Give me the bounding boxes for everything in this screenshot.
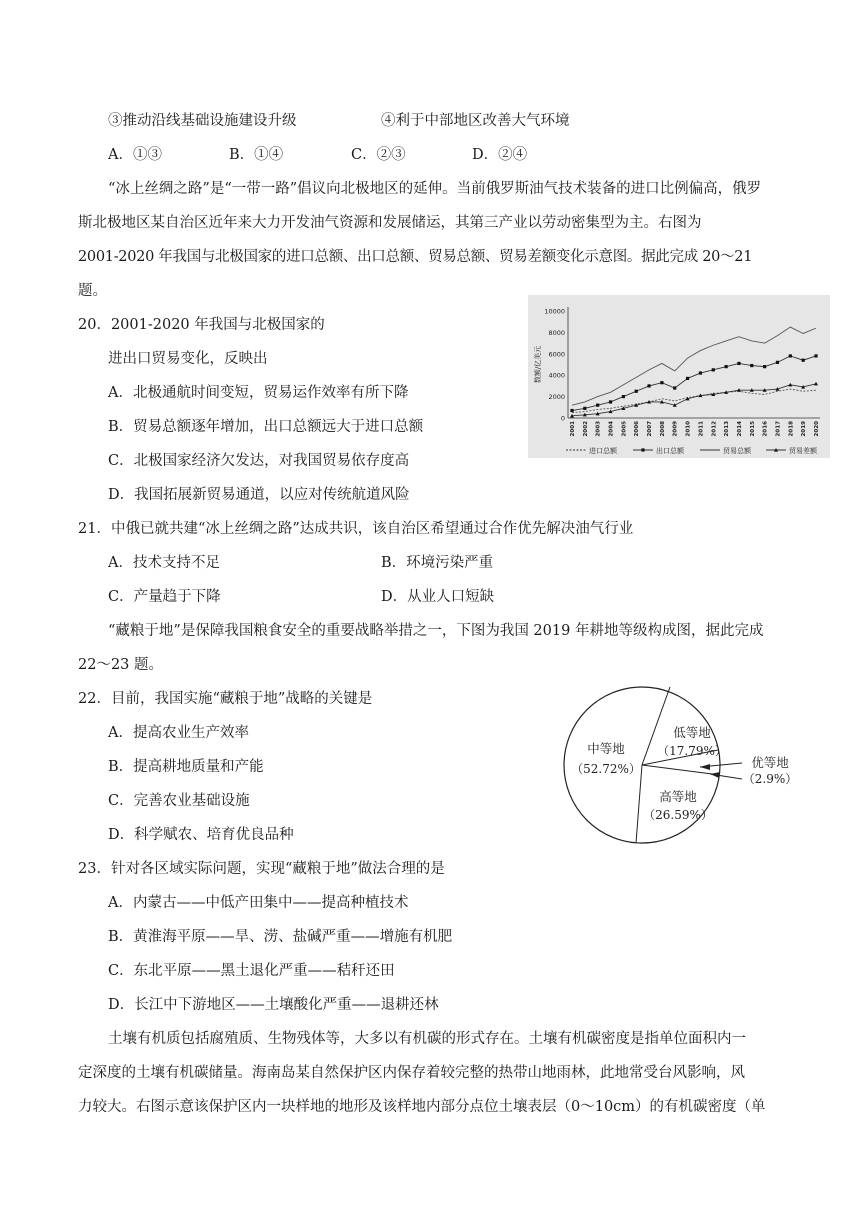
series-point	[686, 377, 689, 380]
legend-label: 出口总额	[656, 447, 684, 455]
x-tick-label: 2009	[672, 421, 679, 437]
q19-option-3: ③推动沿线基础设施建设升级	[108, 113, 297, 129]
x-tick-label: 2001	[570, 421, 576, 437]
x-tick-label: 2002	[582, 421, 589, 437]
series-point	[635, 390, 638, 393]
series-point	[622, 395, 625, 398]
series-line	[572, 356, 816, 411]
y-axis-title: 数额/亿美元	[534, 345, 542, 384]
series-point	[647, 384, 650, 387]
series-point	[750, 364, 753, 367]
x-tick-label: 2019	[801, 421, 808, 437]
y-tick-label: 4000	[548, 371, 565, 380]
q20-choice-d[interactable]: D．我国拓展新贸易通道，以应对传统航道风险	[108, 487, 410, 503]
legend-marker	[641, 448, 644, 451]
y-tick-label: 6000	[548, 350, 565, 359]
x-tick-label: 2017	[775, 421, 782, 437]
series-point	[583, 407, 586, 410]
q19-choice-d[interactable]: D．②④	[472, 147, 528, 163]
trade-chart-svg	[528, 295, 830, 458]
x-tick-label: 2010	[685, 421, 692, 437]
pie-pct-excellent: （2.9%）	[742, 772, 798, 786]
passage-2-line-1: “藏粮于地”是保障我国粮食安全的重要战略举措之一，下图为我国 2019 年耕地等级构成图，据此完成	[108, 623, 764, 639]
x-tick-label: 2018	[788, 421, 795, 437]
q19-choice-c[interactable]: C．②③	[351, 147, 406, 163]
series-point	[660, 381, 663, 384]
y-tick-label: 8000	[548, 328, 565, 337]
q23-choice-c[interactable]: C．东北平原——黑土退化严重——秸秆还田	[108, 963, 395, 979]
legend-label: 贸易总额	[723, 447, 751, 455]
q21-choice-c[interactable]: C．产量趋于下降	[108, 589, 221, 605]
pie-pct-high: （26.59%）	[643, 808, 713, 822]
series-line	[572, 327, 816, 405]
series-point	[609, 400, 612, 403]
q22-choice-a[interactable]: A．提高农业生产效率	[108, 725, 249, 741]
q19-choice-a[interactable]: A．①③	[108, 147, 162, 163]
pie-pct-medium: （52.72%）	[571, 762, 641, 776]
q19-option-4: ④利于中部地区改善大气环境	[381, 113, 570, 129]
q20-choice-a[interactable]: A．北极通航时间变短，贸易运作效率有所下降	[108, 385, 409, 401]
q21-choice-a[interactable]: A．技术支持不足	[108, 555, 220, 571]
x-tick-label: 2005	[621, 421, 628, 437]
y-tick-label: 10000	[544, 307, 565, 316]
series-point	[814, 382, 818, 386]
x-tick-label: 2013	[724, 421, 731, 437]
pie-label-high: 高等地	[659, 789, 697, 804]
passage-1-line-2: 斯北极地区某自治区近年来大力开发油气资源和发展储运，其第三产业以劳动密集型为主。右图为	[78, 215, 702, 231]
series-point	[699, 371, 702, 374]
passage-3-line-1: 土壤有机质包括腐殖质、生物残体等，大多以有机碳的形式存在。土壤有机碳密度是指单位面积内一	[108, 1031, 746, 1047]
pie-pct-low: （17.79%）	[657, 744, 727, 758]
pie-label-low: 低等地	[673, 725, 711, 740]
series-point	[673, 386, 676, 389]
passage-1-line-4: 题。	[78, 283, 107, 299]
series-point	[596, 404, 599, 407]
x-tick-label: 2016	[762, 421, 769, 437]
farmland-grade-pie-chart	[560, 670, 810, 850]
x-tick-label: 2007	[647, 421, 654, 437]
q21-choice-d[interactable]: D．从业人口短缺	[381, 589, 495, 605]
series-point	[814, 354, 817, 357]
series-point	[725, 365, 728, 368]
x-tick-label: 2008	[659, 421, 666, 437]
x-tick-label: 2020	[814, 421, 820, 437]
series-point	[712, 368, 715, 371]
x-tick-label: 2012	[711, 421, 718, 437]
trade-line-chart	[528, 295, 830, 458]
q20-stem-line-1: 20．2001-2020 年我国与北极国家的	[78, 317, 325, 333]
passage-2-line-2: 22～23 题。	[78, 657, 164, 673]
legend-label: 贸易差额	[789, 447, 817, 455]
pie-label-medium: 中等地	[587, 741, 625, 756]
series-point	[763, 365, 766, 368]
legend-label: 进口总额	[589, 447, 617, 455]
passage-3-line-3: 力较大。右图示意该保护区内一块样地的地形及该样地内部分点位土壤表层（0～10cm）的有机碳密度（单	[78, 1099, 766, 1115]
y-tick-label: 2000	[548, 393, 565, 402]
x-tick-label: 2015	[749, 421, 756, 437]
q21-stem: 21．中俄已就共建“冰上丝绸之路”达成共识，该自治区希望通过合作优先解决油气行业	[78, 521, 634, 537]
passage-1-line-3: 2001-2020 年我国与北极国家的进口总额、出口总额、贸易总额、贸易差额变化示意图。据此完成 20～21	[78, 249, 753, 265]
pie-label-excellent: 优等地	[751, 755, 789, 770]
series-point	[789, 354, 792, 357]
series-point	[737, 362, 740, 365]
x-tick-label: 2003	[595, 421, 602, 437]
q22-choice-c[interactable]: C．完善农业基础设施	[108, 793, 250, 809]
q23-choice-a[interactable]: A．内蒙古——中低产田集中——提高种植技术	[108, 895, 409, 911]
q23-choice-d[interactable]: D．长江中下游地区——土壤酸化严重——退耕还林	[108, 997, 439, 1013]
passage-3-line-2: 定深度的土壤有机碳储量。海南岛某自然保护区内保存着较完整的热带山地雨林，此地常受台风影响，风	[78, 1065, 745, 1081]
x-tick-label: 2011	[698, 421, 705, 437]
q20-choice-b[interactable]: B．贸易总额逐年增加，出口总额远大于进口总额	[108, 419, 424, 435]
series-point	[570, 409, 573, 412]
series-line	[572, 384, 816, 416]
q21-choice-b[interactable]: B．环境污染严重	[381, 555, 494, 571]
q20-choice-c[interactable]: C．北极国家经济欠发达，对我国贸易依存度高	[108, 453, 410, 469]
passage-1-line-1: “冰上丝绸之路”是“一带一路”倡议向北极地区的延伸。当前俄罗斯油气技术装备的进口比例偏高，俄罗	[108, 181, 762, 197]
q20-stem-line-2: 进出口贸易变化，反映出	[108, 351, 268, 367]
x-tick-label: 2006	[634, 421, 641, 437]
q22-choice-b[interactable]: B．提高耕地质量和产能	[108, 759, 264, 775]
q19-choice-b[interactable]: B．①④	[229, 147, 284, 163]
series-point	[802, 359, 805, 362]
q23-choice-b[interactable]: B．黄淮海平原——旱、涝、盐碱严重——增施有机肥	[108, 929, 453, 945]
series-point	[776, 361, 779, 364]
x-tick-label: 2004	[608, 421, 615, 437]
q22-stem: 22．目前，我国实施“藏粮于地”战略的关键是	[78, 691, 373, 707]
x-tick-label: 2014	[736, 421, 743, 437]
y-tick-label: 0	[560, 414, 565, 423]
q22-choice-d[interactable]: D．科学赋农、培育优良品种	[108, 827, 294, 843]
q23-stem: 23．针对各区域实际问题，实现“藏粮于地”做法合理的是	[78, 861, 445, 877]
